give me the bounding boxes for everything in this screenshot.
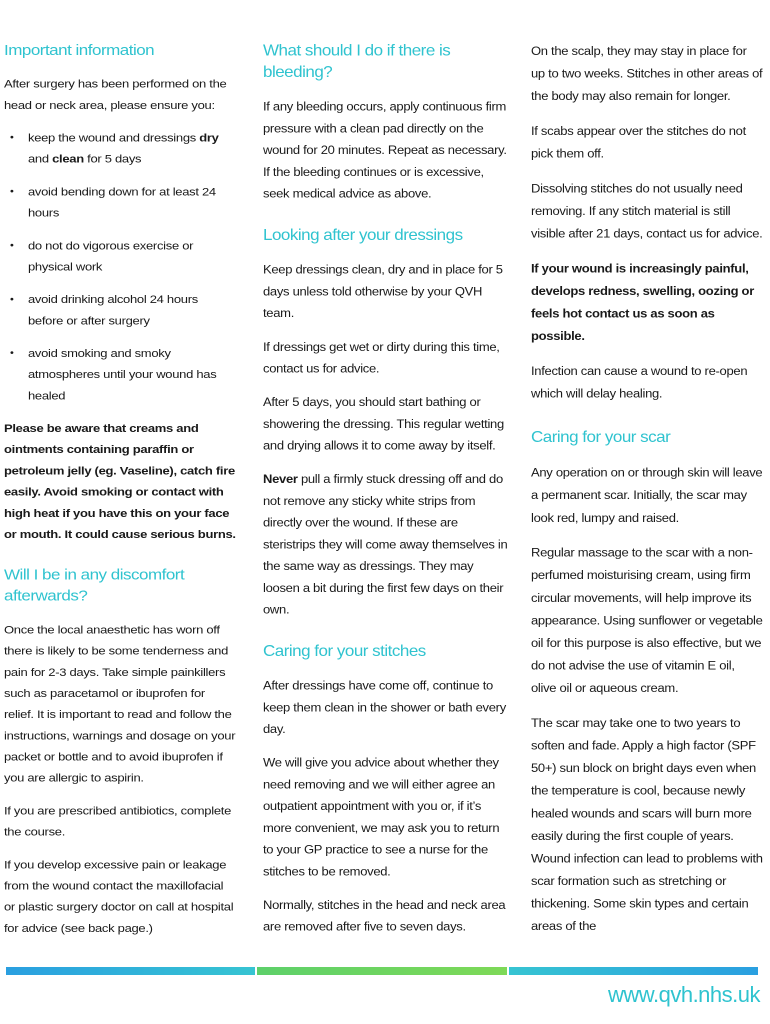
- dressings-wet-paragraph: If dressings get wet or dirty during this time, contact us for advice.: [263, 339, 500, 376]
- bullet-icon: •: [10, 132, 14, 144]
- precautions-list: [4, 127, 236, 406]
- bleeding-paragraph: If any bleeding occurs, apply continuous firm pressure with a clean pad directly on the wound for 20 minutes. Repeat as necessary. If the bleeding continues or is excessive, seek medical advice as above.: [263, 99, 507, 201]
- list-item: • do not do vigorous exercise or physical work: [4, 235, 236, 277]
- scar-massage-paragraph: Regular massage to the scar with a non-perfumed moisturising cream, using firm circular movements, will help improve its appearance. Using sunflower or vegetable oil for this purpose is also effective, but we do not advise the use of vitamin E oil, olive oil or aqueous cream.: [531, 545, 763, 695]
- dressings-never-paragraph: Never pull a firmly stuck dressing off and do not remove any sticky white strips from directly over the wound. If these are steristrips they will come away themselves in the same way as dressings. They may loosen a bit during the first few days on their own.: [263, 472, 508, 617]
- scar-intro-paragraph: Any operation on or through skin will leave a permanent scar. Initially, the scar may look red, lumpy and raised.: [531, 465, 763, 525]
- list-item: • avoid drinking alcohol 24 hours before or after surgery: [4, 289, 236, 331]
- stitches-clean-paragraph: After dressings have come off, continue to keep them clean in the shower or bath every day.: [263, 678, 506, 736]
- scabs-paragraph: If scabs appear over the stitches do not pick them off.: [531, 123, 746, 161]
- list-item: • keep the wound and dressings dry and clean for 5 days: [4, 127, 236, 169]
- discomfort-paragraph: Once the local anaesthetic has worn off there is likely to be some tenderness and pain for 2-3 days. Take simple painkillers such as paracetamol or ibuprofen for relief. It is important to read and follow the instructions, warnings and dosage on your packet or bottle and to avoid ibuprofen if you are allergic to aspirin.: [4, 622, 236, 785]
- footer-bar-teal: [509, 967, 758, 975]
- column-2: [263, 40, 509, 950]
- heading-important-information: Important information: [4, 41, 155, 59]
- list-item: • avoid smoking and smoky atmospheres until your wound has healed: [4, 343, 236, 407]
- painful-wound-warning: If your wound is increasingly painful, develops redness, swelling, oozing or feels hot contact us as soon as possible.: [531, 261, 754, 344]
- dressings-bathing-paragraph: After 5 days, you should start bathing or showering the dressing. This regular wetting and drying allows it to come away by itself.: [263, 395, 504, 453]
- website-link[interactable]: www.qvh.nhs.uk: [608, 982, 760, 1007]
- scar-sunblock-paragraph: The scar may take one to two years to soften and fade. Apply a high factor (SPF 50+) sun block on bright days even when the temperature is cool, because newly healed wounds and scars will burn more easily during the first couple of years. Wound infection can lead to problems with scar formation such as stretching or thickening. Some skin types and certain areas of the: [531, 715, 763, 934]
- antibiotics-paragraph: If you are prescribed antibiotics, complete the course.: [4, 803, 231, 839]
- dressings-paragraph: Keep dressings clean, dry and in place for 5 days unless told otherwise by your QVH team.: [263, 262, 503, 320]
- heading-scar: Caring for your scar: [531, 427, 671, 446]
- heading-stitches: Caring for your stitches: [263, 642, 426, 660]
- excessive-pain-paragraph: If you develop excessive pain or leakage from the wound contact the maxillofacial or plastic surgery doctor on call at hospital for advice (see back page.): [4, 857, 234, 935]
- list-item: • avoid bending down for at least 24 hours: [4, 181, 236, 223]
- stitches-removal-paragraph: We will give you advice about whether they need removing and we will either agree an outpatient appointment with you or, if it’s more convenient, we may ask you to return to your GP practice to see a nurse for the stitches to be removed.: [263, 755, 500, 879]
- bullet-icon: •: [10, 186, 14, 198]
- emphasis-clean: clean: [52, 152, 84, 166]
- footer-color-bars: [6, 967, 758, 975]
- infection-paragraph: Infection can cause a wound to re-open which will delay healing.: [531, 363, 748, 401]
- fire-warning: Please be aware that creams and ointments containing paraffin or petroleum jelly (eg. Vaseline), catch fire easily. Avoid smoking or contact with high heat if you have this on your face or mouth. It could cause serious burns.: [4, 421, 236, 541]
- column-1: [4, 40, 236, 950]
- footer-bar-green: [257, 967, 506, 975]
- bullet-icon: •: [10, 348, 14, 359]
- footer-bar-blue: [6, 967, 255, 975]
- emphasis-dry: dry: [199, 130, 219, 145]
- column-3: [531, 40, 763, 950]
- dissolving-stitches-paragraph: Dissolving stitches do not usually need removing. If any stitch material is still visible after 21 days, contact us for advice.: [531, 181, 763, 241]
- bullet-icon: •: [10, 294, 14, 305]
- scalp-stitches-paragraph: On the scalp, they may stay in place for up to two weeks. Stitches in other areas of the body may also remain for longer.: [531, 43, 763, 104]
- emphasis-never: Never: [263, 472, 298, 486]
- intro-text: After surgery has been performed on the head or neck area, please ensure you:: [4, 77, 227, 112]
- heading-discomfort: Will I be in any discomfort afterwards?: [4, 566, 185, 605]
- bullet-icon: •: [10, 240, 14, 252]
- heading-bleeding: What should I do if there is bleeding?: [263, 41, 451, 81]
- stitches-timing-paragraph: Normally, stitches in the head and neck area are removed after five to seven days.: [263, 897, 506, 934]
- heading-dressings: Looking after your dressings: [263, 226, 463, 244]
